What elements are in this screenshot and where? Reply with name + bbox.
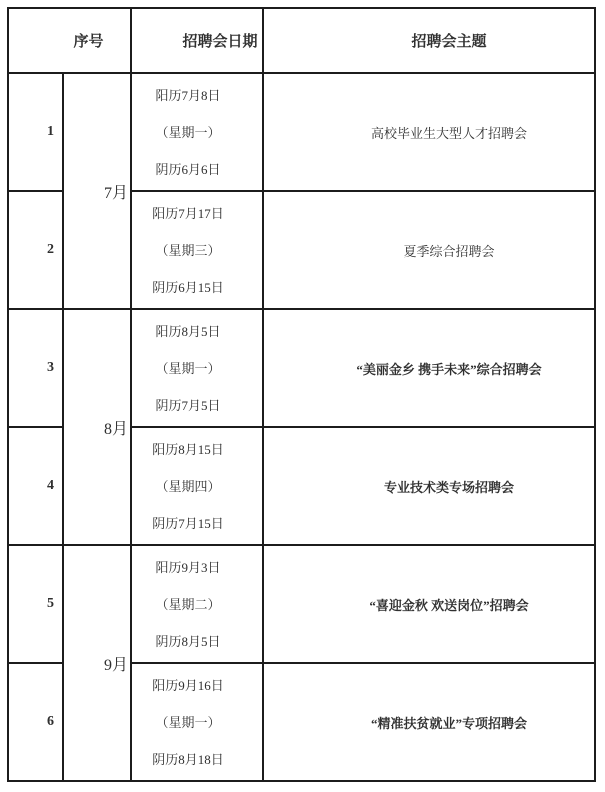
weekday: （星期一） [155, 124, 221, 140]
month-label: 7月 [63, 73, 131, 309]
lunar-date: 阴历8月18日 [152, 751, 224, 767]
fair-theme: 高校毕业生大型人才招聘会 [263, 73, 595, 191]
weekday: （星期一） [155, 714, 221, 730]
fair-date [131, 191, 263, 309]
fair-date [131, 545, 263, 663]
fair-date [131, 663, 263, 781]
serial-number: 1 [8, 73, 63, 191]
serial-number: 2 [8, 191, 63, 309]
weekday: （星期三） [155, 242, 221, 258]
header-serial-number: 序号 [8, 8, 131, 73]
serial-number: 3 [8, 309, 63, 427]
table-row [8, 545, 595, 663]
solar-date: 阳历9月3日 [155, 559, 221, 575]
solar-date: 阳历7月8日 [155, 87, 221, 103]
solar-date: 阳历8月15日 [152, 441, 224, 457]
solar-date: 阳历8月5日 [155, 323, 221, 339]
serial-number: 6 [8, 663, 63, 781]
fair-theme: “精准扶贫就业”专项招聘会 [263, 663, 595, 781]
table-header-row [8, 8, 595, 73]
month-label: 8月 [63, 309, 131, 545]
weekday: （星期一） [155, 360, 221, 376]
lunar-date: 阴历8月5日 [155, 633, 221, 649]
lunar-date: 阴历6月15日 [152, 279, 224, 295]
solar-date: 阳历7月17日 [152, 205, 224, 221]
header-fair-theme: 招聘会主题 [263, 8, 595, 73]
solar-date: 阳历9月16日 [152, 677, 224, 693]
fair-theme: “美丽金乡 携手未来”综合招聘会 [263, 309, 595, 427]
table-row [8, 309, 595, 427]
lunar-date: 阴历7月5日 [155, 397, 221, 413]
fair-date [131, 427, 263, 545]
fair-theme: 夏季综合招聘会 [263, 191, 595, 309]
month-label: 9月 [63, 545, 131, 781]
fair-theme: “喜迎金秋 欢送岗位”招聘会 [263, 545, 595, 663]
serial-number: 5 [8, 545, 63, 663]
table-row [8, 73, 595, 191]
lunar-date: 阴历6月6日 [155, 161, 221, 177]
fair-date [131, 73, 263, 191]
weekday: （星期二） [155, 596, 221, 612]
header-fair-date: 招聘会日期 [131, 8, 263, 73]
serial-number: 4 [8, 427, 63, 545]
weekday: （星期四） [155, 478, 221, 494]
fair-date [131, 309, 263, 427]
recruitment-schedule-table [7, 7, 596, 782]
fair-theme: 专业技术类专场招聘会 [263, 427, 595, 545]
lunar-date: 阴历7月15日 [152, 515, 224, 531]
